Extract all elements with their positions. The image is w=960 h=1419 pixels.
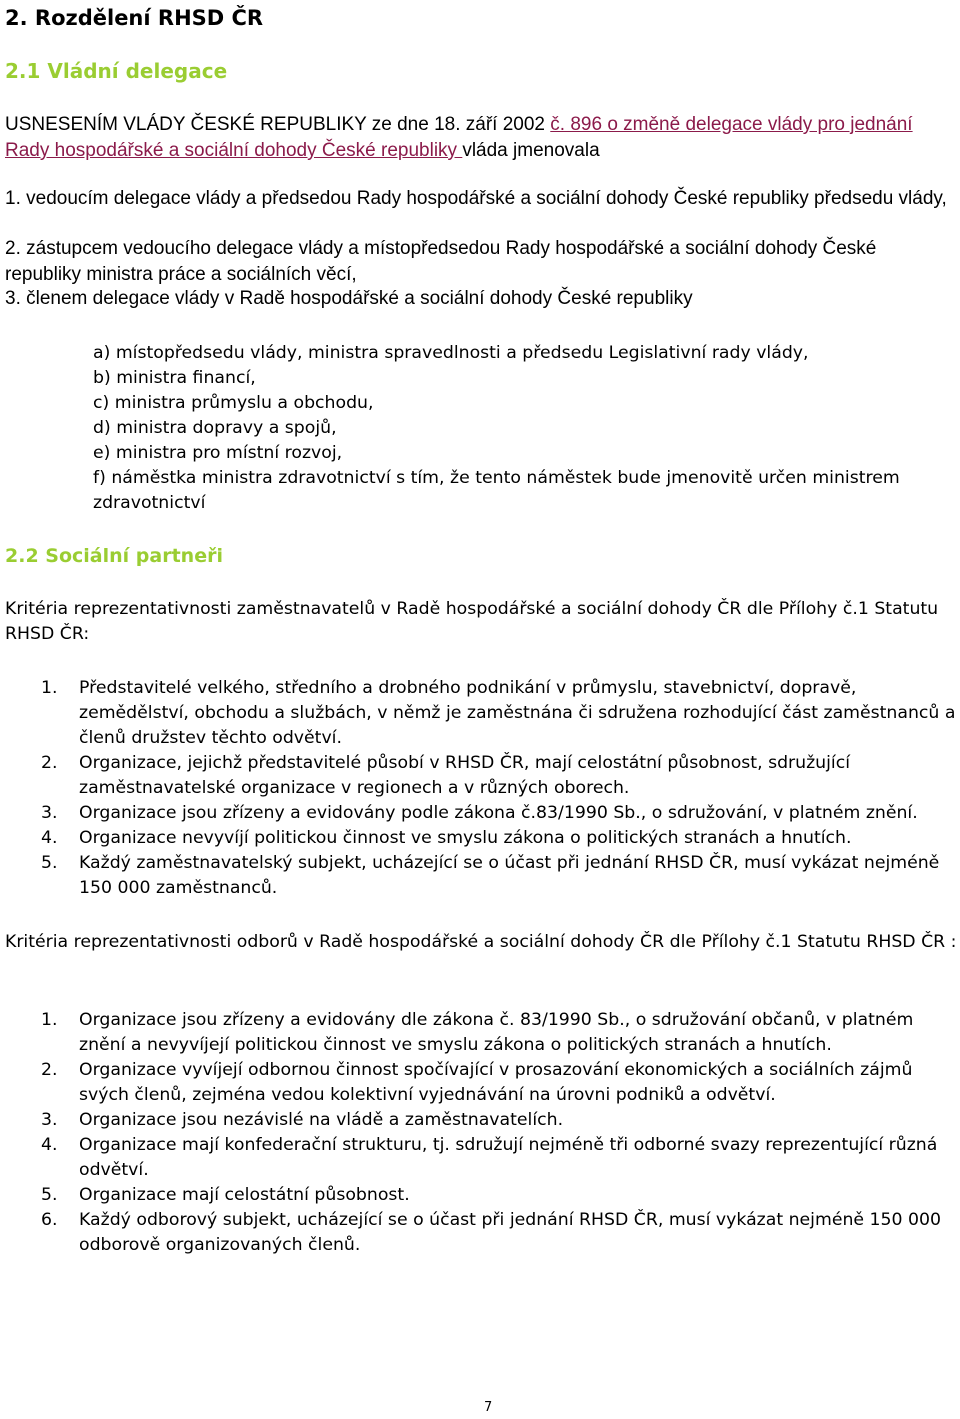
list-number: 4.	[41, 828, 58, 848]
page-number: 7	[484, 1400, 493, 1415]
page-heading: 2. Rozdělení RHSD ČR	[5, 6, 264, 30]
employers-criteria-list	[5, 676, 960, 901]
list-item	[5, 1133, 960, 1183]
unions-criteria-list	[5, 1008, 960, 1258]
delegation-members-list	[93, 341, 953, 516]
member-item: e) ministra pro místní rozvoj,	[93, 443, 343, 463]
list-number: 1.	[41, 1010, 58, 1030]
section-title-social-partners	[5, 543, 223, 569]
member-item: f) náměstka ministra zdravotnictví s tím, že tento náměstek bude jmenovitě určen ministrem zdravotnictví	[93, 468, 900, 513]
list-item	[5, 1208, 960, 1258]
list-number: 2.	[41, 1060, 58, 1080]
list-item	[5, 826, 960, 851]
list-item	[5, 676, 960, 751]
resolution-link[interactable]: č. 896 o změně delegace vlády pro jednání Rady hospodářské a sociální dohody České republiky	[5, 114, 913, 161]
list-item	[5, 1008, 960, 1058]
list-item	[5, 1058, 960, 1108]
list-item	[5, 751, 960, 801]
resolution-text-end: vláda jmenovala	[462, 140, 600, 161]
section-title-government-delegation: 2.1 Vládní delegace	[5, 59, 228, 83]
list-number: 6.	[41, 1210, 58, 1230]
section-title-text: Sociální partneři	[45, 545, 223, 567]
list-item	[5, 1183, 960, 1208]
list-text: Organizace, jejichž představitelé působí v RHSD ČR, mají celostátní působnost, sdružující zaměstnavatelské organizace v regionech a v různých oborech.	[79, 753, 851, 798]
list-item	[5, 801, 960, 826]
list-text: Organizace nevyvíjí politickou činnost ve smyslu zákona o politických stranách a hnutích.	[79, 828, 852, 848]
list-number: 3.	[41, 1110, 58, 1130]
member-item: b) ministra financí,	[93, 368, 256, 388]
delegation-item-2: 2. zástupcem vedoucího delegace vlády a místopředsedou Rady hospodářské a sociální dohody České republiky ministra práce a sociálních věcí,	[5, 238, 877, 285]
list-text: Organizace vyvíjejí odbornou činnost spočívající v prosazování ekonomických a sociálních zájmů svých členů, zejména vedou kolektivní vyjednávání na úrovni podniků a odvětví.	[79, 1060, 913, 1105]
list-text: Každý odborový subjekt, ucházející se o účast při jednání RHSD ČR, musí vykázat nejméně 150 000 odborově organizovaných členů.	[79, 1210, 941, 1255]
member-item: d) ministra dopravy a spojů,	[93, 418, 337, 438]
list-text: Představitelé velkého, středního a drobného podnikání v průmyslu, stavebnictví, dopravě, zemědělství, obchodu a službách, v němž je zaměstnána či sdružena rozhodující část zaměstnanců a členů družstev těchto odvětví.	[79, 678, 956, 748]
list-number: 2.	[41, 753, 58, 773]
list-number: 1.	[41, 678, 58, 698]
list-text: Organizace mají konfederační strukturu, tj. sdružují nejméně tři odborné svazy reprezentující různá odvětví.	[79, 1135, 938, 1180]
list-item	[5, 851, 960, 901]
list-number: 4.	[41, 1135, 58, 1155]
list-number: 5.	[41, 1185, 58, 1205]
member-item: c) ministra průmyslu a obchodu,	[93, 393, 374, 413]
list-number: 5.	[41, 853, 58, 873]
resolution-text-start: USNESENÍM VLÁDY ČESKÉ REPUBLIKY ze dne 18. září 2002	[5, 114, 551, 135]
list-number: 3.	[41, 803, 58, 823]
delegation-item-3: 3. členem delegace vlády v Radě hospodářské a sociální dohody České republiky	[5, 288, 693, 309]
list-text: Organizace jsou zřízeny a evidovány dle zákona č. 83/1990 Sb., o sdružování občanů, v platném znění a nevyvíjejí politickou činnost ve smyslu zákona o politických stranách a hnutích.	[79, 1010, 914, 1055]
section-number: 2.2	[5, 545, 39, 567]
resolution-paragraph	[5, 112, 957, 164]
list-text: Každý zaměstnavatelský subjekt, ucházející se o účast při jednání RHSD ČR, musí vykázat nejméně 150 000 zaměstnanců.	[79, 853, 940, 898]
list-text: Organizace jsou zřízeny a evidovány podle zákona č.83/1990 Sb., o sdružování, v platném znění.	[79, 803, 918, 823]
unions-criteria-intro: Kritéria reprezentativnosti odborů v Radě hospodářské a sociální dohody ČR dle Přílohy č.1 Statutu RHSD ČR :	[5, 932, 957, 952]
employers-criteria-intro: Kritéria reprezentativnosti zaměstnavatelů v Radě hospodářské a sociální dohody ČR dle Přílohy č.1 Statutu RHSD ČR:	[5, 599, 939, 644]
list-text: Organizace jsou nezávislé na vládě a zaměstnavatelích.	[79, 1110, 564, 1130]
member-item: a) místopředsedu vlády, ministra spravedlnosti a předsedu Legislativní rady vlády,	[93, 343, 809, 363]
delegation-item-1: 1. vedoucím delegace vlády a předsedou Rady hospodářské a sociální dohody České republiky předsedu vlády,	[5, 188, 947, 209]
list-text: Organizace mají celostátní působnost.	[79, 1185, 410, 1205]
list-item	[5, 1108, 960, 1133]
